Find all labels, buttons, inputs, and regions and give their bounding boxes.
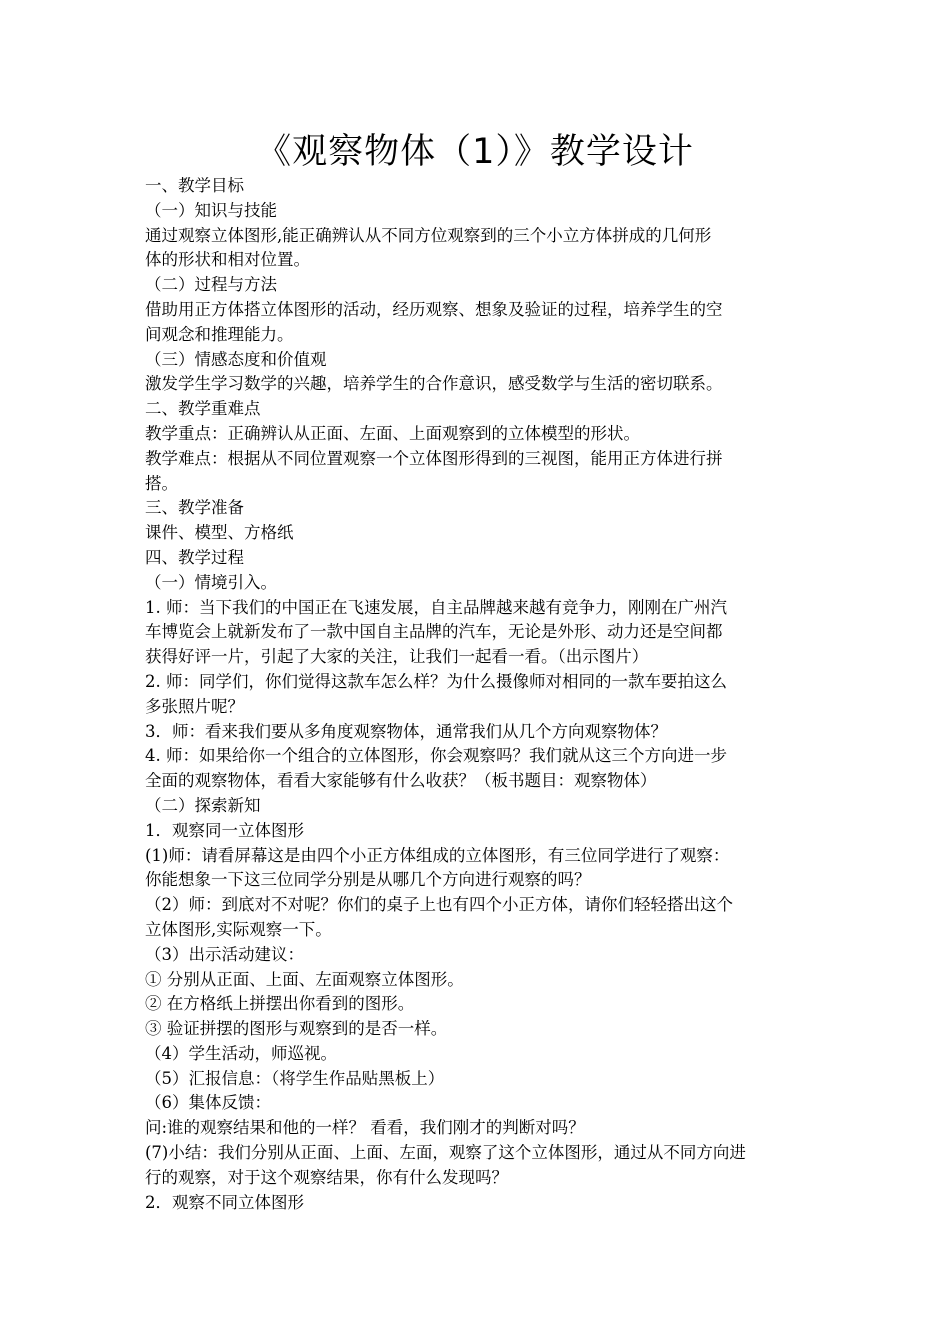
text-line: 三、教学准备 [145,498,244,518]
text-line: （三）情感态度和价值观 [145,349,327,369]
text-line: 体的形状和相对位置。 [145,250,310,270]
text-line: （二）探索新知 [145,795,261,815]
text-line: 4. 师：如果给你一个组合的立体图形，你会观察吗？我们就从这三个方向进一步 [145,746,727,766]
text-line: （6）集体反馈： [145,1093,271,1113]
text-line: ① 分别从正面、上面、左面观察立体图形。 [145,969,464,989]
text-line: (7)小结：我们分别从正面、上面、左面，观察了这个立体图形，通过从不同方向进 [145,1143,746,1163]
text-line: （二）过程与方法 [145,275,277,295]
text-line: 2．观察不同立体图形 [145,1192,304,1212]
text-line: （一）知识与技能 [145,200,277,220]
text-line: ③ 验证拼摆的图形与观察到的是否一样。 [145,1019,448,1039]
text-line: 一、教学目标 [145,176,244,195]
text-line: 3．师：看来我们要从多角度观察物体，通常我们从几个方向观察物体？ [145,721,667,741]
text-line: 1. 师：当下我们的中国正在飞速发展，自主品牌越来越有竞争力，刚刚在广州汽 [145,597,727,617]
text-line: 你能想象一下这三位同学分别是从哪几个方向进行观察的吗？ [145,870,591,890]
text-line: 获得好评一片，引起了大家的关注，让我们一起看一看。（出示图片） [145,647,649,667]
text-line: 激发学生学习数学的兴趣，培养学生的合作意识，感受数学与生活的密切联系。 [145,374,723,394]
document-title: 《观察物体（1）》教学设计 [256,132,694,172]
text-line: 车博览会上就新发布了一款中国自主品牌的汽车，无论是外形、动力还是空间都 [145,622,723,642]
text-line: 课件、模型、方格纸 [145,523,294,543]
text-line: 问:谁的观察结果和他的一样？ 看看，我们刚才的判断对吗？ [145,1118,585,1138]
text-line: 二、教学重难点 [145,399,261,419]
text-line: 多张照片呢？ [145,696,244,716]
text-line: ② 在方格纸上拼摆出你看到的图形。 [145,994,415,1014]
text-line: 1．观察同一立体图形 [145,820,304,840]
text-line: 2. 师：同学们，你们觉得这款车怎么样？为什么摄像师对相同的一款车要拍这么 [145,671,727,691]
text-line: （一）情境引入。 [145,572,277,592]
text-line: 借助用正方体搭立体图形的活动，经历观察、想象及验证的过程，培养学生的空 [145,299,723,319]
text-line: (1)师：请看屏幕这是由四个小正方体组成的立体图形，有三位同学进行了观察： [145,845,730,865]
text-line: 教学难点：根据从不同位置观察一个立体图形得到的三视图，能用正方体进行拼 [145,448,723,468]
text-line: 搭。 [145,473,178,493]
text-line: 四、教学过程 [145,547,244,567]
text-line: 通过观察立体图形,能正确辨认从不同方位观察到的三个小立方体拼成的几何形 [145,225,712,245]
text-line: （5）汇报信息：（将学生作品贴黑板上） [145,1068,445,1088]
text-line: 教学重点：正确辨认从正面、左面、上面观察到的立体模型的形状。 [145,423,640,443]
text-line: （4）学生活动，师巡视。 [145,1043,337,1063]
text-line: 行的观察，对于这个观察结果，你有什么发现吗？ [145,1167,508,1187]
document-body [145,174,813,1215]
text-line: 间观念和推理能力。 [145,324,294,344]
text-line: （3）出示活动建议： [145,944,304,964]
text-line: 全面的观察物体，看看大家能够有什么收获？（板书题目：观察物体） [145,771,657,791]
text-line: （2）师：到底对不对呢？你们的桌子上也有四个小正方体，请你们轻轻搭出这个 [145,895,733,915]
text-line: 立体图形,实际观察一下。 [145,919,332,939]
